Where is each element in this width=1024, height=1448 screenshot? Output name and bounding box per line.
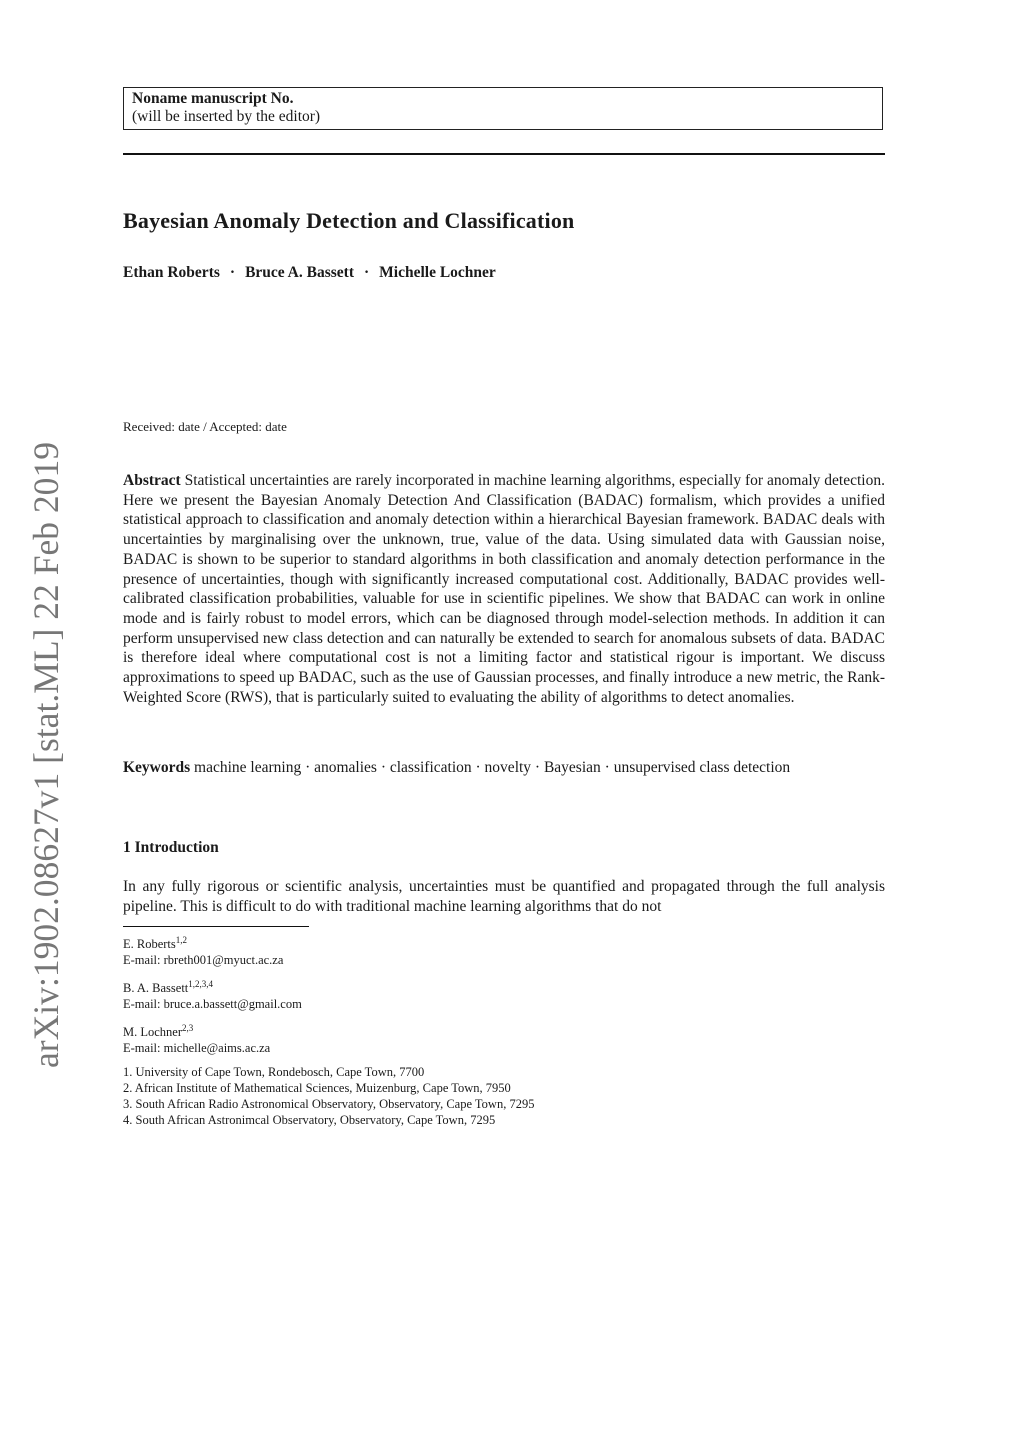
manuscript-editor-note: (will be inserted by the editor) xyxy=(132,108,321,125)
footnote-author-name: M. Lochner xyxy=(123,1025,183,1040)
footnote-author-affil: 1,2,3,4 xyxy=(188,979,214,990)
author-footnote xyxy=(123,1020,823,1056)
abstract xyxy=(123,471,885,707)
author-name: Bruce A. Bassett xyxy=(245,264,354,281)
arxiv-stamp-svg xyxy=(16,440,70,1070)
manuscript-box xyxy=(123,87,883,130)
manuscript-number: Noname manuscript No. xyxy=(132,90,294,107)
affiliation-item: 3. South African Radio Astronomical Observatory, Observatory, Cape Town, 7295 xyxy=(123,1097,535,1112)
author-separator: · xyxy=(363,264,370,281)
footnote-rule xyxy=(123,926,309,927)
author-name: Ethan Roberts xyxy=(123,264,220,281)
footnote-author-name: E. Roberts xyxy=(123,937,176,952)
author-list xyxy=(123,264,496,282)
author-name: Michelle Lochner xyxy=(379,264,496,281)
footnote-author-name: B. A. Bassett xyxy=(123,981,189,996)
affiliation-item: 1. University of Cape Town, Rondebosch, Cape Town, 7700 xyxy=(123,1065,425,1080)
footnote-author-affil: 2,3 xyxy=(182,1023,194,1034)
affiliation-item: 2. African Institute of Mathematical Sciences, Muizenburg, Cape Town, 7950 xyxy=(123,1081,511,1096)
footnote-author-email: E-mail: rbreth001@myuct.ac.za xyxy=(123,953,284,968)
arxiv-stamp xyxy=(16,440,70,1070)
keywords-text: machine learning · anomalies · classification · novelty · Bayesian · unsupervised class detection xyxy=(194,759,791,776)
section-heading-introduction: 1 Introduction xyxy=(123,839,219,856)
footnote-author-email: E-mail: michelle@aims.ac.za xyxy=(123,1041,271,1056)
paper-title: Bayesian Anomaly Detection and Classification xyxy=(123,208,575,233)
author-footnote xyxy=(123,932,823,968)
author-footnote xyxy=(123,976,823,1012)
abstract-text: Statistical uncertainties are rarely incorporated in machine learning algorithms, especially for anomaly detection. Here we present the Bayesian Anomaly Detection And Classification (BADAC) formalism, which provides a unified statistical approach to classification and anomaly detection within a hierarchical Bayesian framework. BADAC deals with uncertainties by marginalising over the unknown, true, value of the data. Using simulated data with Gaussian noise, BADAC is shown to be superior to standard algorithms in both classification and anomaly detection performance in the presence of uncertainties, though with significantly increased computational cost. Additionally, BADAC provides well-calibrated classification probabilities, valuable for use in scientific pipelines. We show that BADAC can work in online mode and is fairly robust to model errors, which can be diagnosed through model-selection methods. In addition it can perform unsupervised new class detection and can naturally be extended to search for anomalous subsets of data. BADAC is therefore ideal where computational cost is not a limiting factor and statistical rigour is important. We discuss approximations to speed up BADAC, such as the use of Gaussian processes, and finally introduce a new metric, the Rank-Weighted Score (RWS), that is particularly suited to evaluating the ability of algorithms to detect anomalies. xyxy=(123,472,885,706)
arxiv-stamp-text: arXiv:1902.08627v1 [stat.ML] 22 Feb 2019 xyxy=(26,440,66,1068)
author-separator: · xyxy=(229,264,236,281)
header-rule xyxy=(123,153,885,155)
introduction-text: In any fully rigorous or scientific analysis, uncertainties must be quantified and propagated through the full analysis pipeline. This is difficult to do with traditional machine learning algorithms that do not xyxy=(123,878,885,915)
keywords-label: Keywords xyxy=(123,759,191,776)
keywords xyxy=(123,758,885,778)
affiliation-list xyxy=(123,1064,823,1128)
abstract-label: Abstract xyxy=(123,472,181,489)
received-date: Received: date / Accepted: date xyxy=(123,419,287,434)
footnote-author-affil: 1,2 xyxy=(175,935,188,945)
footnotes xyxy=(123,932,823,1128)
affiliation-item: 4. South African Astronimcal Observatory, Observatory, Cape Town, 7295 xyxy=(123,1113,496,1128)
footnote-author-email: E-mail: bruce.a.bassett@gmail.com xyxy=(123,997,302,1012)
